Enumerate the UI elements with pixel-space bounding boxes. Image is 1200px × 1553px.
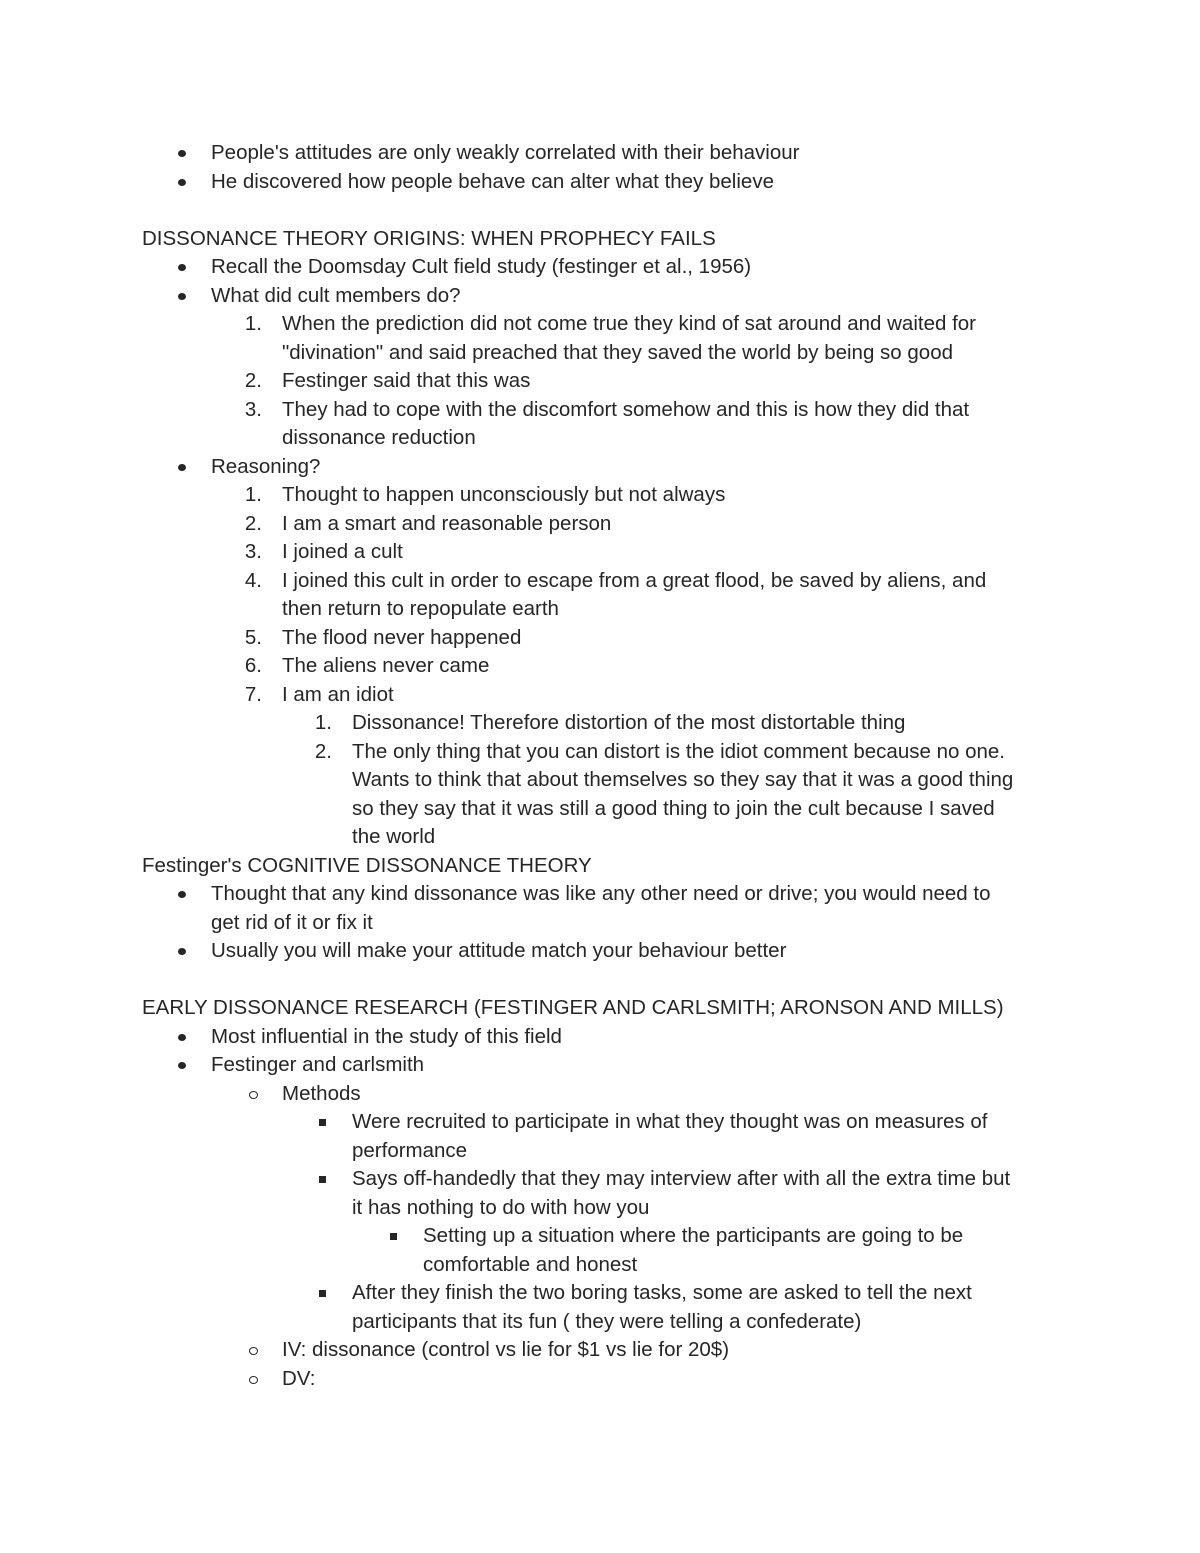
bullet-square-icon bbox=[319, 1119, 326, 1126]
item-number: 3. bbox=[244, 397, 262, 421]
bullet-circle-icon bbox=[249, 1091, 258, 1099]
item-number: 6. bbox=[244, 654, 262, 677]
bullet-square-icon bbox=[319, 1176, 326, 1183]
bullet-dot-icon bbox=[178, 948, 186, 955]
bullet-circle-icon bbox=[249, 1376, 258, 1384]
numbered-item: 4. I joined this cult in order to escape from a great flood, be saved by aliens, and then return to repopulate earth bbox=[140, 567, 1060, 624]
item-number: 5. bbox=[244, 625, 262, 649]
bullet-circle-icon bbox=[249, 1347, 258, 1355]
item-number: 2. bbox=[314, 739, 332, 763]
list-item: Reasoning? bbox=[140, 453, 1060, 482]
list-item: He discovered how people behave can alter what they believe bbox=[140, 168, 1060, 197]
numbered-item: 2. Festinger said that this was bbox=[140, 367, 1060, 396]
numbered-item: 7. I am an idiot bbox=[140, 681, 1060, 710]
item-number: 2. bbox=[244, 511, 262, 535]
spacer bbox=[140, 966, 1060, 995]
item-number: 4. bbox=[244, 568, 262, 592]
bullet-dot-icon bbox=[178, 464, 186, 471]
list-item: Recall the Doomsday Cult field study (festinger et al., 1956) bbox=[140, 253, 1060, 282]
bullet-dot-icon bbox=[178, 179, 186, 186]
spacer bbox=[140, 196, 1060, 225]
bullet-dot-icon bbox=[178, 150, 186, 157]
list-item: Says off-handedly that they may interview after with all the extra time but it has nothing to do with how you bbox=[140, 1165, 1060, 1222]
list-item: What did cult members do? bbox=[140, 282, 1060, 311]
bullet-dot-icon bbox=[178, 1034, 186, 1041]
numbered-item: 5. The flood never happened bbox=[140, 624, 1060, 653]
numbered-subitem: 2. The only thing that you can distort is the idiot comment because no one. Wants to think that about themselves so they say that it was a good thing so they say that it was still a good thing to join the cult because I saved the world bbox=[140, 738, 1060, 852]
numbered-item: 3. I joined a cult bbox=[140, 538, 1060, 567]
numbered-item: 6. The aliens never came bbox=[140, 652, 1060, 681]
numbered-item: 2. I am a smart and reasonable person bbox=[140, 510, 1060, 539]
list-item: Were recruited to participate in what they thought was on measures of performance bbox=[140, 1108, 1060, 1165]
list-item: Festinger and carlsmith bbox=[140, 1051, 1060, 1080]
section-heading: Festinger's COGNITIVE DISSONANCE THEORY bbox=[142, 853, 592, 877]
list-item: After they finish the two boring tasks, some are asked to tell the next participants that its fun ( they were telling a confederate) bbox=[140, 1279, 1060, 1336]
bullet-dot-icon bbox=[178, 891, 186, 898]
bullet-square-icon bbox=[319, 1290, 326, 1297]
list-item: Methods bbox=[140, 1080, 1060, 1109]
item-number: 2. bbox=[244, 369, 262, 392]
numbered-subitem: 1. Dissonance! Therefore distortion of the most distortable thing bbox=[140, 709, 1060, 738]
numbered-item: 3. They had to cope with the discomfort somehow and this is how they did that dissonance reduction bbox=[140, 396, 1060, 453]
item-number: 7. bbox=[244, 682, 262, 706]
list-item: Thought that any kind dissonance was like any other need or drive; you would need to get rid of it or fix it bbox=[140, 880, 1060, 937]
list-item: IV: dissonance (control vs lie for $1 vs lie for 20$) bbox=[140, 1336, 1060, 1365]
numbered-item: 1. Thought to happen unconsciously but not always bbox=[140, 481, 1060, 510]
bullet-dot-icon bbox=[178, 293, 186, 300]
item-number: 1. bbox=[244, 483, 262, 506]
bullet-dot-icon bbox=[178, 264, 186, 271]
section-heading: DISSONANCE THEORY ORIGINS: WHEN PROPHECY FAILS bbox=[142, 226, 716, 250]
section-heading: EARLY DISSONANCE RESEARCH (FESTINGER AND CARLSMITH; ARONSON AND MILLS) bbox=[142, 996, 1004, 1019]
list-item: Usually you will make your attitude match your behaviour better bbox=[140, 937, 1060, 966]
numbered-item: 1. When the prediction did not come true they kind of sat around and waited for "divination" and said preached that they saved the world by being so good bbox=[140, 310, 1060, 367]
item-number: 3. bbox=[244, 540, 262, 563]
bullet-square-icon bbox=[390, 1233, 397, 1240]
item-number: 1. bbox=[244, 312, 262, 335]
list-item: Setting up a situation where the participants are going to be comfortable and honest bbox=[140, 1222, 1060, 1279]
list-item: People's attitudes are only weakly correlated with their behaviour bbox=[140, 139, 1060, 168]
bullet-dot-icon bbox=[178, 1062, 186, 1069]
list-item: DV: bbox=[140, 1365, 1060, 1394]
list-item: Most influential in the study of this field bbox=[140, 1023, 1060, 1052]
item-number: 1. bbox=[314, 711, 332, 734]
